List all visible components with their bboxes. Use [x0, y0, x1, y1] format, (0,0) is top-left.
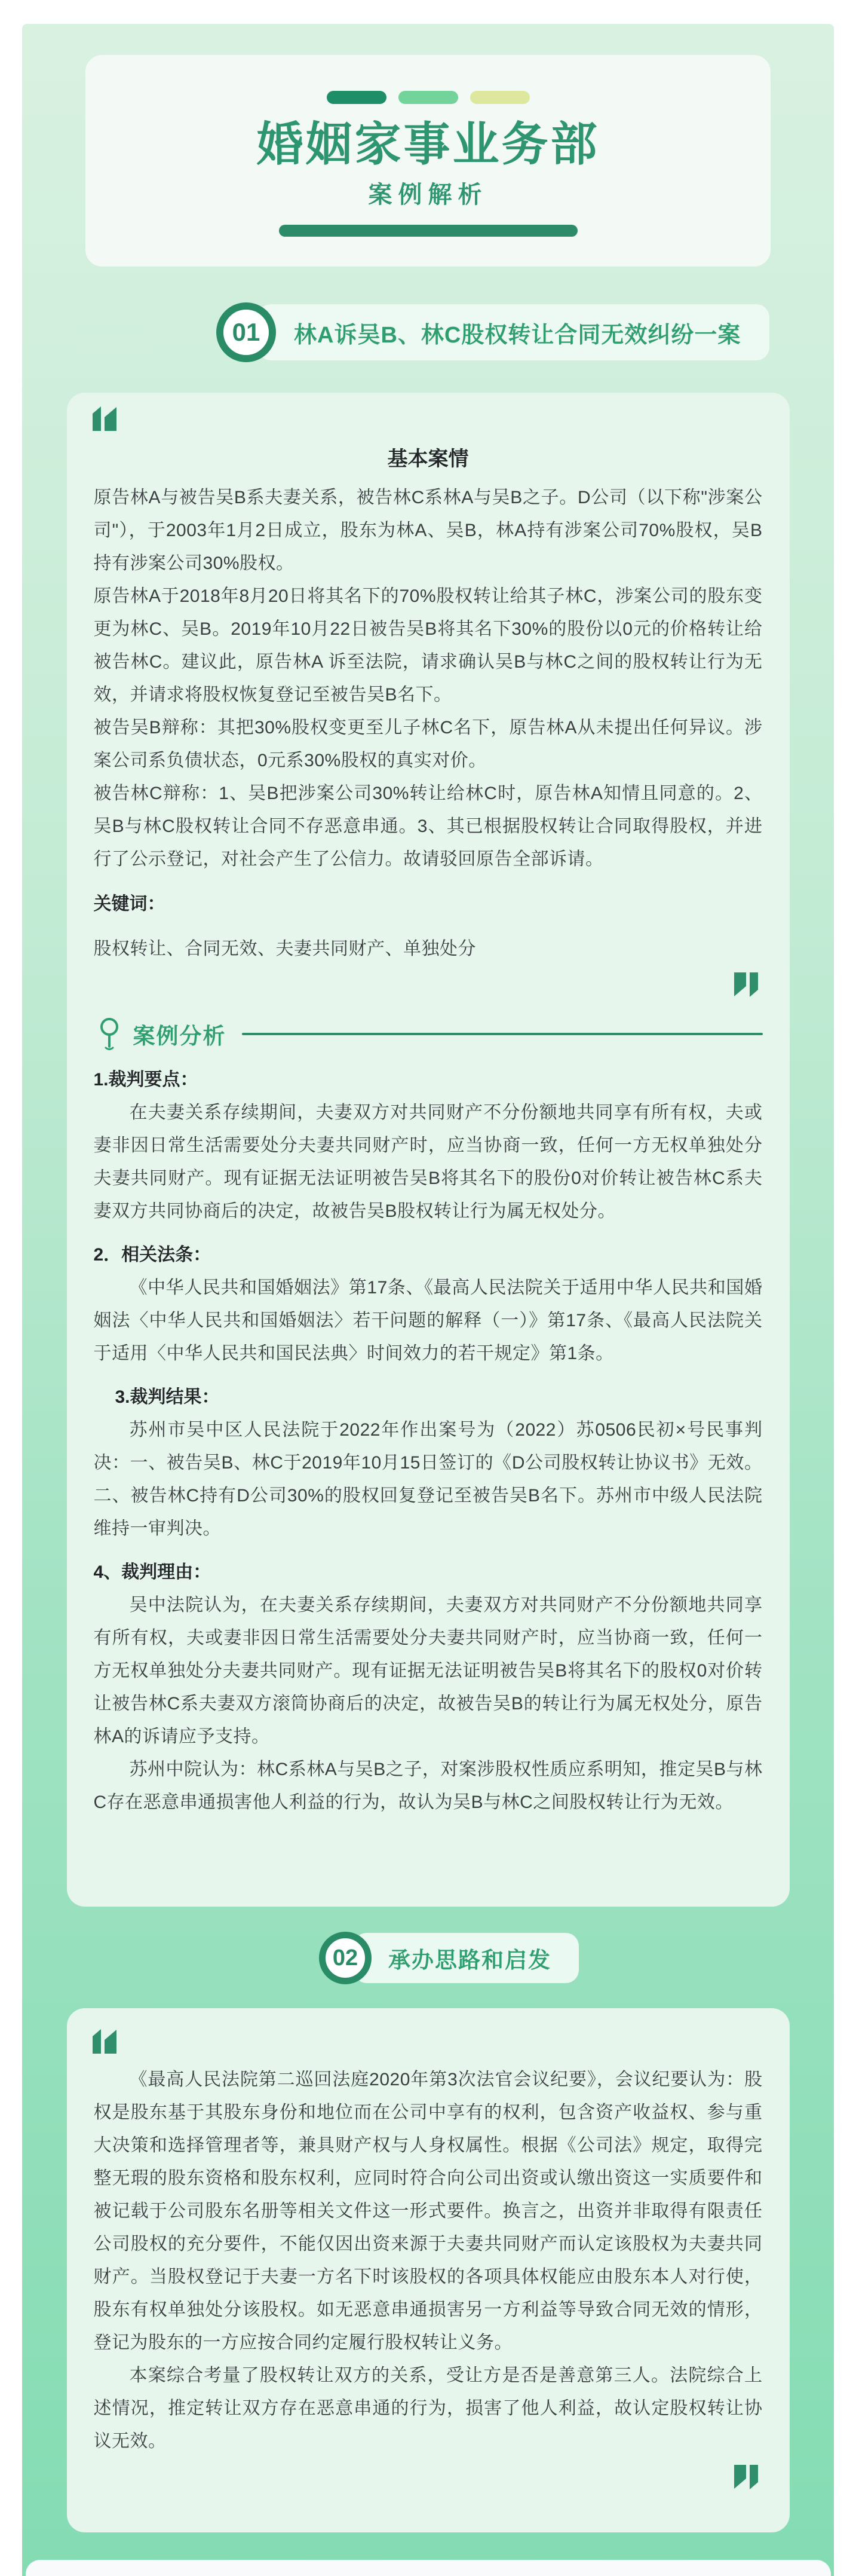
insight-paragraph: 本案综合考量了股权转让双方的关系，受让方是否是善意第三人。法院综合上述情况，推定转让双方存在恶意串通的行为，损害了他人利益，故认定股权转让协议无效。 [93, 2366, 763, 2451]
quote-open-icon [91, 2026, 763, 2055]
section-number: 02 [332, 1945, 358, 1971]
analysis-header [94, 1015, 763, 1053]
analysis-paragraph: 《中华人民共和国婚姻法》第17条、《最高人民法院关于适用中华人民共和国婚姻法〈中华人民共和国婚姻法〉若干问题的解释（一）》第17条、《最高人民法院关于适用〈中华人民共和国民法典〉时间效力的若干规定》第1条。 [93, 1278, 763, 1363]
case-heading: 基本案情 [387, 448, 469, 470]
section-title-pill [258, 304, 769, 360]
analysis-heading: 4、裁判理由： [93, 1562, 211, 1582]
section-title: 承办思路和启发 [388, 1948, 551, 1972]
quote-close-icon [94, 2464, 759, 2492]
analysis-title: 案例分析 [133, 1024, 226, 1048]
analysis-divider-line [242, 1033, 763, 1035]
content-container [22, 24, 834, 2576]
keywords-text: 股权转让、合同无效、夫妻共同财产、单独处分 [93, 939, 476, 959]
magnifier-icon [94, 1017, 125, 1051]
deco-pill-dark-green [327, 91, 386, 104]
quote-close-icon [94, 971, 759, 1000]
case-paragraph: 原告林A与被告吴B系夫妻关系，被告林C系林A与吴B之子。D公司（以下称"涉案公司"），于2003年1月2日成立，股东为林A、吴B，林A持有涉案公司70%股权，吴B持有涉案公司30%股权。 [93, 488, 763, 573]
section-number-badge [216, 302, 276, 362]
keywords-label: 关键词： [93, 894, 165, 914]
decorative-pill-row [327, 91, 530, 104]
analysis-heading: 1.裁判要点： [93, 1070, 198, 1090]
header-card [85, 55, 771, 267]
analysis-paragraph: 苏州中院认为：林C系林A与吴B之子，对案涉股权性质应系明知，推定吴B与林C存在恶意串通损害他人利益的行为，故认为吴B与林C之间股权转让行为无效。 [93, 1760, 763, 1812]
section-title: 林A诉吴B、林C股权转让合同无效纠纷一案 [294, 322, 741, 348]
analysis-paragraph: 在夫妻关系存续期间，夫妻双方对共同财产不分份额地共同享有所有权，夫或妻非因日常生活需要处分夫妻共同财产时，应当协商一致，任何一方无权单独处分夫妻共同财产。现有证据无法证明被告吴B将其名下的股份0对价转让被告林C系夫妻双方共同协商后的决定，故被告吴B股权转让行为属无权处分。 [93, 1103, 763, 1221]
deco-pill-light-yellow [470, 91, 530, 104]
section-badge-1 [216, 302, 834, 362]
analysis-heading: 3.裁判结果： [115, 1387, 220, 1407]
case-paragraph: 被告吴B辩称：其把30%股权变更至儿子林C名下，原告林A从未提出任何异议。涉案公司系负债状态，0元系30%股权的真实对价。 [93, 718, 763, 770]
case-paragraph: 被告林C辩称：1、吴B把涉案公司30%转让给林C时，原告林A知情且同意的。2、吴B与林C股权转让合同不存恶意串通。3、其已根据股权转让合同取得股权，并进行了公示登记，对社会产生了公信力。故请驳回原告全部诉请。 [93, 784, 763, 869]
page-title: 婚姻家事业务部 [256, 118, 600, 170]
analysis-paragraph: 苏州市吴中区人民法院于2022年作出案号为（2022）苏0506民初×号民事判决：一、被告吴B、林C于2019年10月15日签订的《D公司股权转让协议书》无效。二、被告林C持有D公司30%的股权回复登记至被告吴B名下。苏州市中级人民法院维持一审判决。 [93, 1420, 763, 1538]
case-paragraph: 原告林A于2018年8月20日将其名下的70%股权转让给其子林C，涉案公司的股东变更为林C、吴B。2019年10月22日被告吴B将其名下30%的股份以0元的价格转让给被告林C。建议此，原告林A 诉至法院，请求确认吴B与林C之间的股权转让行为无效，并请求将股权恢复登记至被告吴B名下。 [93, 586, 763, 705]
section-number: 01 [232, 318, 260, 346]
section-number-badge [319, 1932, 372, 1984]
section-badge-2 [319, 1932, 834, 1984]
analysis-paragraph: 吴中法院认为，在夫妻关系存续期间，夫妻双方对共同财产不分份额地共同享有所有权，夫或妻非因日常生活需要处分夫妻共同财产时，应当协商一致，任何一方无权单独处分夫妻共同财产。现有证据无法证明被告吴B将其名下的股权0对价转让被告林C系夫妻双方滚筒协商后的决定，故被告吴B的转让行为属无权处分，原告林A的诉请应予支持。 [93, 1595, 763, 1746]
analysis-heading: 2．相关法条： [93, 1245, 211, 1265]
case-card [67, 393, 790, 1907]
next-card-partial [26, 2560, 831, 2576]
deco-pill-medium-green [398, 91, 458, 104]
quote-open-icon [91, 403, 763, 432]
page-subtitle: 案例解析 [368, 182, 488, 208]
title-underline-bar [279, 225, 578, 237]
insight-paragraph: 《最高人民法院第二巡回法庭2020年第3次法官会议纪要》，会议纪要认为：股权是股东基于其股东身份和地位而在公司中享有的权利，包含资产收益权、参与重大决策和选择管理者等，兼具财产权与人身权属性。根据《公司法》规定，取得完整无瑕的股东资格和股东权利，应同时符合向公司出资或认缴出资这一实质要件和被记载于公司股东名册等相关文件这一形式要件。换言之，出资并非取得有限责任公司股权的充分要件，不能仅因出资来源于夫妻共同财产而认定该股权为夫妻共同财产。当股权登记于夫妻一方名下时该股权的各项具体权能应由股东本人对行使，股东有权单独处分该股权。如无恶意串通损害另一方利益等导致合同无效的情形，登记为股东的一方应按合同约定履行股权转让义务。 [93, 2070, 763, 2352]
insight-card [67, 2008, 790, 2532]
section-title-pill [354, 1933, 579, 1983]
